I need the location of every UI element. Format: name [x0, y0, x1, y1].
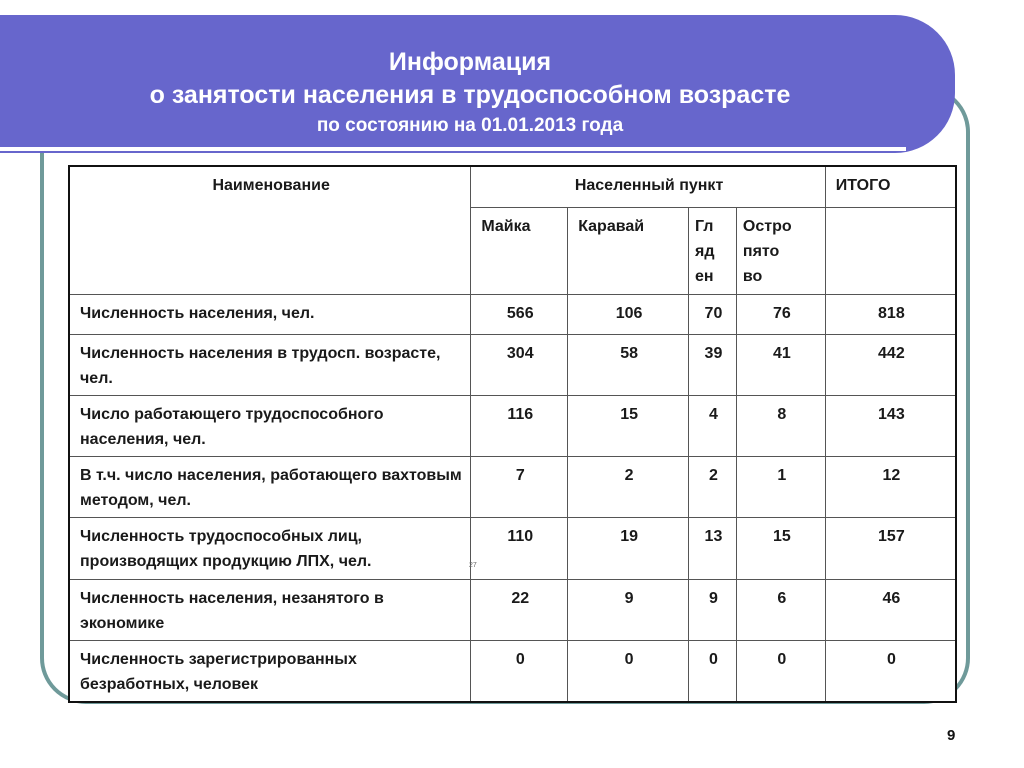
row-label: Число работающего трудоспособного населения, чел.: [69, 395, 471, 456]
title-line-3: по состоянию на 01.01.2013 года: [316, 115, 624, 136]
row-value: 39: [688, 334, 736, 395]
row-value: 46: [825, 579, 956, 640]
row-value: 116: [471, 395, 568, 456]
slide-title: [0, 46, 940, 140]
title-line-2: о занятости населения в трудоспособном возрасте: [149, 81, 791, 109]
row-value: 13: [688, 517, 736, 579]
row-label: Численность населения, чел.: [69, 294, 471, 334]
row-value: 2: [688, 456, 736, 517]
row-value: 0: [471, 640, 568, 702]
header-settlement-ostropyatovo: Остро пято во: [736, 207, 825, 294]
row-label: Численность населения в трудосп. возрасте, чел.: [69, 334, 471, 395]
header-settlement-glyaden: Гл яд ен: [688, 207, 736, 294]
header-total: ИТОГО: [825, 166, 956, 207]
banner-underline: [0, 147, 906, 151]
table-row: [69, 579, 956, 640]
row-value: 22: [471, 579, 568, 640]
footnote-mark: 27: [469, 562, 477, 569]
header-settlement: Населенный пункт: [471, 166, 825, 207]
header-total-blank: [825, 207, 956, 294]
row-value: 76: [736, 294, 825, 334]
row-value: 106: [568, 294, 689, 334]
title-line-1: Информация: [388, 48, 552, 76]
table-row: [69, 294, 956, 334]
row-value: 304: [471, 334, 568, 395]
table-row: [69, 456, 956, 517]
row-value: 4: [688, 395, 736, 456]
row-value: 19: [568, 517, 689, 579]
row-label: Численность населения, незанятого в экономике: [69, 579, 471, 640]
row-value: 157: [825, 517, 956, 579]
row-value: 143: [825, 395, 956, 456]
table-row: [69, 517, 956, 579]
row-value: 15: [736, 517, 825, 579]
row-value: 12: [825, 456, 956, 517]
header-name: Наименование: [69, 166, 471, 294]
row-value: 8: [736, 395, 825, 456]
header-settlement-karavai: Каравай: [568, 207, 689, 294]
employment-table: [68, 165, 957, 703]
table-body: [69, 294, 956, 702]
table-row: [69, 640, 956, 702]
table-header-row: [69, 166, 956, 207]
row-value: 110: [471, 517, 568, 579]
table-row: [69, 395, 956, 456]
table-row: [69, 334, 956, 395]
row-value: 6: [736, 579, 825, 640]
row-value: 58: [568, 334, 689, 395]
title-banner: [0, 15, 955, 153]
row-value: 1: [736, 456, 825, 517]
row-value: 0: [736, 640, 825, 702]
row-label: Численность зарегистрированных безработных, человек: [69, 640, 471, 702]
row-value: 0: [568, 640, 689, 702]
row-value: 442: [825, 334, 956, 395]
row-label: В т.ч. число населения, работающего вахтовым методом, чел.: [69, 456, 471, 517]
row-value: 70: [688, 294, 736, 334]
row-value: 818: [825, 294, 956, 334]
row-value: 0: [825, 640, 956, 702]
row-value: 41: [736, 334, 825, 395]
row-value: 7: [471, 456, 568, 517]
row-value: 2: [568, 456, 689, 517]
row-value: 9: [688, 579, 736, 640]
row-value: 0: [688, 640, 736, 702]
row-label: Численность трудоспособных лиц, производящих продукцию ЛПХ, чел.: [69, 517, 471, 579]
row-value: 566: [471, 294, 568, 334]
page-number: 9: [947, 727, 956, 744]
header-settlement-maika: Майка: [471, 207, 568, 294]
row-value: 15: [568, 395, 689, 456]
row-value: 9: [568, 579, 689, 640]
